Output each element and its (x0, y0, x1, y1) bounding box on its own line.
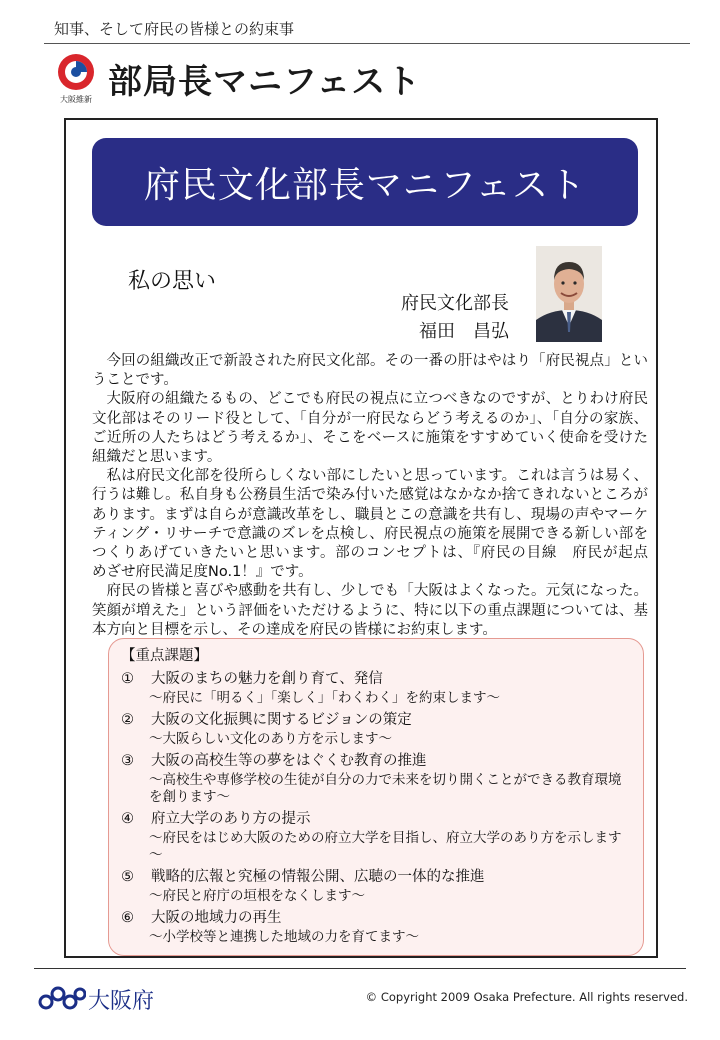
goal-number: ⑥ (121, 910, 134, 926)
manifesto-frame (64, 118, 663, 958)
goal-title: 戦略的広報と究極の情報公開、広聴の一体的な推進 (151, 869, 485, 885)
page-caption: 知事、そして府民の皆様との約束事 (54, 20, 295, 38)
goal-number: ④ (121, 811, 134, 827)
section-heading: 私の思い (128, 269, 217, 294)
goal-subtitle: ～府民に「明るく」「楽しく」「わくわく」を約束します～ (149, 690, 500, 706)
author-role: 府民文化部長 (401, 293, 509, 314)
brand-title: 部局長マニフェスト (108, 62, 422, 102)
goal-title: 大阪の地域力の再生 (151, 910, 282, 926)
goal-title: 府立大学のあり方の提示 (151, 811, 311, 827)
goal-item (121, 669, 629, 690)
goal-subtitle: ～高校生や専修学校の生徒が自分の力で未来を切り開くことができる教育環境を創ります～ (149, 772, 622, 805)
body-paragraph: 大阪府の組織たるもの、どこでも府民の視点に立つべきなのですが、とりわけ府民文化部はそのリード役として、「自分が一府民ならどう考えるのか」、「自分の家族、ご近所の人たちはどう考えるか」、そこをベースに施策をすすめていく使命を受けた組織だと思います。 (92, 391, 648, 466)
goal-title: 大阪のまちの魅力を創り育て、発信 (151, 671, 383, 687)
goal-item (121, 809, 629, 830)
goal-subtitle: ～府民をはじめ大阪のための府立大学を目指し、府立大学のあり方を示します～ (149, 830, 622, 863)
goal-number: ⑤ (121, 869, 134, 885)
goal-subtitle: ～府民と府庁の垣根をなくします～ (149, 888, 365, 904)
goal-number: ③ (121, 753, 134, 769)
footer-logo (38, 980, 168, 1020)
priority-goals-box (108, 638, 644, 956)
portrait-icon (536, 246, 602, 342)
copyright-notice: © Copyright 2009 Osaka Prefecture. All rights reserved. (365, 990, 688, 1004)
brand-header (56, 52, 456, 112)
author-name: 福田 昌弘 (419, 321, 509, 342)
goals-title: 【重点課題】 (121, 648, 208, 664)
goal-item (121, 710, 629, 731)
body-paragraph: 私は府民文化部を役所らしくない部にしたいと思っています。これは言うは易く、行うは難し。私自身も公務員生活で染み付いた感覚はなかなか捨てきれないところがあります。まずは自らが意識改革をし、職員とこの意識を共有し、現場の声やマーケティング・リサーチで意識のズレを点検し、府民視点の施策を展開できる新しい部をつくりあげていきたいと思います。部のコンセプトは、『府民の目線 府民が起点 めざせ府民満足度No.1！』です。 (92, 468, 663, 581)
goal-subtitle: ～大阪らしい文化のあり方を示します～ (149, 731, 392, 747)
goal-item (121, 908, 629, 929)
goal-title: 大阪の文化振興に関するビジョンの策定 (151, 712, 412, 728)
footer-org-name: 大阪府 (88, 989, 155, 1014)
author-block (384, 290, 509, 346)
body-paragraph: 府民の皆様と喜びや感動を共有し、少しでも「大阪はよくなった。元気になった。笑顔が増えた」という評価をいただけるように、特に以下の重点課題については、基本方向と目標を示し、その達成を府民の皆様にお約束します。 (92, 583, 648, 638)
osaka-prefecture-emblem-icon (38, 984, 86, 1014)
body-paragraph: 今回の組織改正で新設された府民文化部。その一番の肝はやはり「府民視点」ということです。 (92, 353, 648, 389)
top-divider (44, 43, 690, 44)
manifesto-title: 府民文化部長マニフェスト (143, 164, 587, 206)
brand-sub-label: 大阪維新 (60, 95, 92, 104)
goal-title: 大阪の高校生等の夢をはぐくむ教育の推進 (151, 753, 427, 769)
goal-item (121, 867, 629, 888)
goal-number: ① (121, 671, 134, 687)
goal-item (121, 751, 629, 772)
osaka-ishin-logo-icon (56, 52, 96, 92)
author-photo (536, 246, 602, 342)
goal-number: ② (121, 712, 134, 728)
goal-subtitle: ～小学校等と連携した地域の力を育てます～ (149, 929, 419, 945)
bottom-divider (34, 968, 686, 969)
manifesto-body (92, 352, 663, 640)
title-banner (92, 138, 638, 226)
